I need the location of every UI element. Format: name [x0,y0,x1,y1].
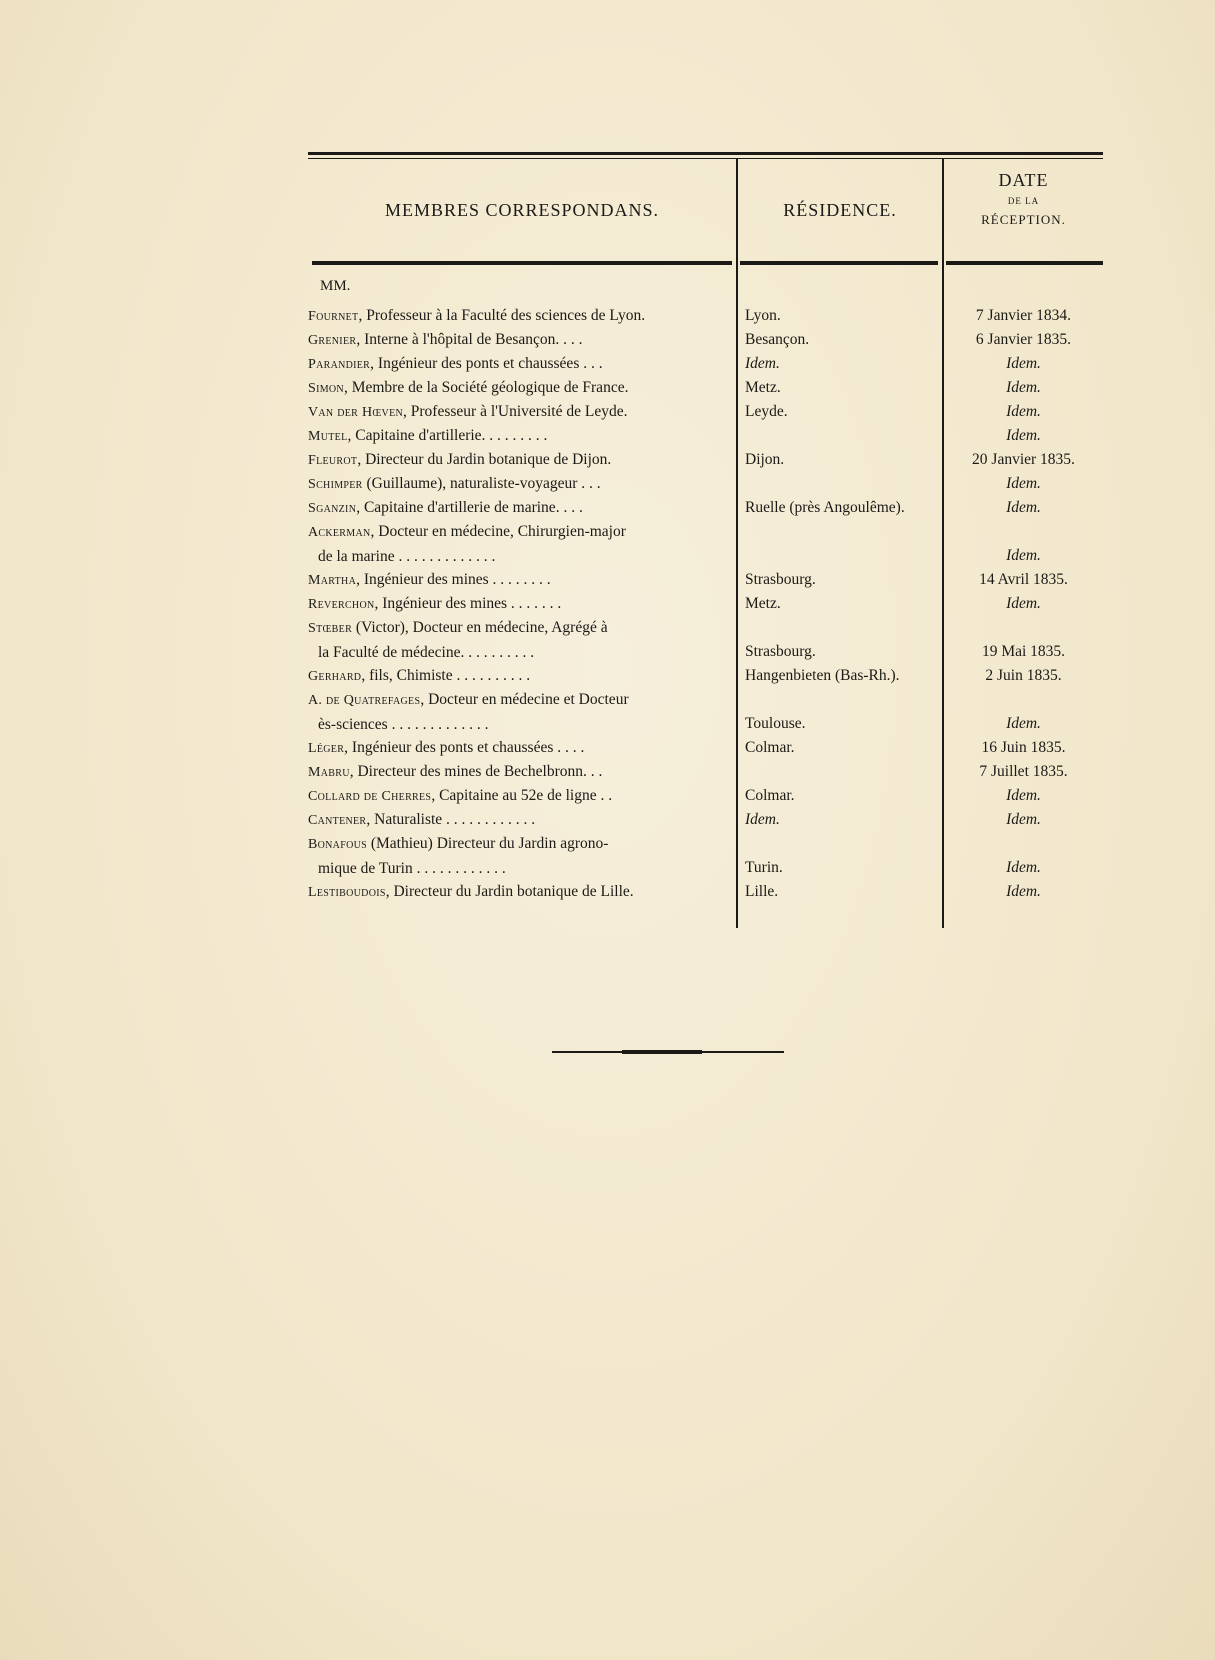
member-description-continued: mique de Turin . . . . . . . . . . . . [318,860,506,877]
member-description: (Mathieu) Directeur du Jardin agrono- [366,835,609,852]
date-cell: 6 Janvier 1835. [975,331,1072,348]
member-name: Sganzin [308,501,357,516]
member-description: , Directeur du Jardin botanique de Lille. [385,883,634,900]
date-cell: Idem. [1006,811,1041,828]
header-date-line1: DATE [998,170,1049,190]
residence-cell: Colmar. [745,739,795,756]
residence-cell: Lille. [745,883,779,900]
member-description: , Professeur à la Faculté des sciences de Lyon. [358,307,646,324]
header-rule [946,261,1103,265]
table-row [308,472,1103,496]
member-cell [308,304,732,329]
member-name: Cantener [308,813,367,828]
date-cell: 20 Janvier 1835. [972,451,1075,468]
member-cell [308,448,732,473]
top-rule [308,152,1103,155]
date-cell: Idem. [1006,475,1041,492]
member-cell [308,496,732,521]
header-members: MEMBRES CORRESPONDANS. [384,200,660,220]
member-cell [308,688,732,737]
table-row [308,736,1103,760]
table-row [308,664,1103,688]
member-cell [308,352,732,377]
table-row [308,328,1103,352]
date-cell: Idem. [1006,427,1041,444]
member-name: Schimper [308,477,363,492]
date-cell: 14 Avril 1835. [979,571,1068,588]
table-row [308,688,1103,736]
member-cell [308,520,732,569]
table-row [308,424,1103,448]
residence-cell: Leyde. [745,403,788,420]
member-line [308,664,732,689]
residence-cell: Metz. [745,595,781,612]
member-description-continued: de la marine . . . . . . . . . . . . . [318,548,496,565]
member-name: Bonafous [308,837,367,852]
member-name: Parandier [308,357,371,372]
member-name: Stœber [308,621,353,636]
table-row [308,448,1103,472]
residence-cell: Strasbourg. [745,571,816,588]
member-line [308,304,732,329]
member-cell [308,400,732,425]
residence-cell: Toulouse. [745,715,806,732]
member-description: , Membre de la Société géologique de France. [343,379,629,396]
date-cell: Idem. [1006,715,1041,732]
date-cell: Idem. [1006,547,1041,564]
header-rule [740,261,938,265]
table-body [308,304,1103,904]
member-line [308,592,732,617]
member-description-continued: la Faculté de médecine. . . . . . . . . . [318,644,535,661]
residence-cell: Lyon. [745,307,781,324]
member-line [308,808,732,833]
date-cell: 16 Juin 1835. [981,739,1066,756]
member-description: , Ingénieur des mines . . . . . . . [374,595,562,612]
member-cell [308,760,732,785]
table-row [308,616,1103,664]
date-cell: Idem. [1006,595,1041,612]
residence-cell: Idem. [745,355,780,372]
member-cell [308,808,732,833]
member-name: Collard de Cherres [308,789,432,804]
member-cell [308,736,732,761]
table-row [308,520,1103,568]
table-row [308,592,1103,616]
member-description: , Directeur des mines de Bechelbronn. . . [349,763,603,780]
member-name: Fleurot [308,453,358,468]
date-cell: 7 Janvier 1834. [975,307,1072,324]
member-cell [308,568,732,593]
member-line [308,784,732,809]
date-cell: 2 Juin 1835. [985,667,1062,684]
table-row [308,400,1103,424]
mm-label: MM. [320,278,351,294]
member-description-continued: ès-sciences . . . . . . . . . . . . . [318,716,489,733]
header-residence: RÉSIDENCE. [783,200,897,220]
member-cell [308,784,732,809]
residence-cell: Turin. [745,859,783,876]
member-name: Grenier [308,333,357,348]
member-name: Lestiboudois [308,885,386,900]
residence-cell: Metz. [745,379,781,396]
residence-cell: Ruelle (près Angoulême). [745,499,905,516]
top-rule-thin [308,158,1103,159]
member-line [308,352,732,377]
header-date-line2: DE LA [1007,195,1040,206]
member-description: , Capitaine d'artillerie de marine. . . . [356,499,583,516]
date-cell: Idem. [1006,859,1041,876]
table-row [308,304,1103,328]
date-cell: Idem. [1006,787,1041,804]
member-name: Reverchon [308,597,375,612]
date-cell: 7 Juillet 1835. [979,763,1068,780]
member-line [308,760,732,785]
residence-cell: Besançon. [745,331,810,348]
member-name: Fournet [308,309,359,324]
member-line [308,568,732,593]
member-cell [308,424,732,449]
member-cell [308,616,732,665]
table-row [308,496,1103,520]
date-cell: Idem. [1006,355,1041,372]
table-row [308,376,1103,400]
member-line [308,520,732,545]
member-line [308,472,732,497]
member-description: , Professeur à l'Université de Leyde. [403,403,628,420]
member-line [308,424,732,449]
member-line [308,832,732,857]
member-description: , Capitaine au 52e de ligne . . [431,787,613,804]
member-name: Gerhard [308,669,362,684]
member-description: , Capitaine d'artillerie. . . . . . . . . [347,427,548,444]
table-row [308,760,1103,784]
member-name: Van der Hœven [308,405,404,420]
member-line [308,376,732,401]
table-row [308,880,1103,904]
member-description: , Interne à l'hôpital de Besançon. . . . [356,331,583,348]
member-cell [308,832,732,881]
member-line [308,496,732,521]
member-description: , Ingénieur des ponts et chaussées . . . [370,355,603,372]
table-row [308,808,1103,832]
date-cell: Idem. [1006,883,1041,900]
member-cell [308,376,732,401]
residence-cell: Hangenbieten (Bas-Rh.). [745,667,900,684]
member-line [308,688,732,713]
member-name: Mutel [308,429,348,444]
member-cell [308,328,732,353]
table-row [308,568,1103,592]
header-date-line3: RÉCEPTION. [981,212,1066,228]
member-line [308,448,732,473]
date-cell: 19 Mai 1835. [981,643,1066,660]
residence-cell: Colmar. [745,787,795,804]
residence-cell: Strasbourg. [745,643,816,660]
date-cell: Idem. [1006,499,1041,516]
member-name: Ackerman [308,525,371,540]
member-line [308,736,732,761]
member-cell [308,880,732,905]
end-rule [552,1051,784,1053]
member-name: A. de Quatrefages [308,693,421,708]
member-cell [308,664,732,689]
member-line [308,880,732,905]
table-row [308,784,1103,808]
member-description: (Victor), Docteur en médecine, Agrégé à [352,619,608,636]
residence-cell: Dijon. [745,451,785,468]
member-line [308,616,732,641]
header-date [944,170,1103,228]
residence-cell: Idem. [745,811,780,828]
table-row [308,352,1103,376]
member-line [308,328,732,353]
date-cell: Idem. [1006,379,1041,396]
member-description: , Naturaliste . . . . . . . . . . . . [366,811,536,828]
member-name: Mabru [308,765,350,780]
date-cell: Idem. [1006,403,1041,420]
member-description: , Directeur du Jardin botanique de Dijon. [357,451,612,468]
member-description: , Ingénieur des ponts et chaussées . . . . [344,739,585,756]
table-row [308,832,1103,880]
member-cell [308,592,732,617]
member-name: Simon [308,381,344,396]
member-name: Martha [308,573,357,588]
member-name: Léger [308,741,345,756]
member-description: , Docteur en médecine, Chirurgien-major [370,523,626,540]
member-description: , Docteur en médecine et Docteur [420,691,629,708]
member-line [308,400,732,425]
member-cell [308,472,732,497]
member-description: (Guillaume), naturaliste-voyageur . . . [362,475,601,492]
header-rule [312,261,732,265]
member-description: , Ingénieur des mines . . . . . . . . [356,571,551,588]
member-description: , fils, Chimiste . . . . . . . . . . [361,667,531,684]
